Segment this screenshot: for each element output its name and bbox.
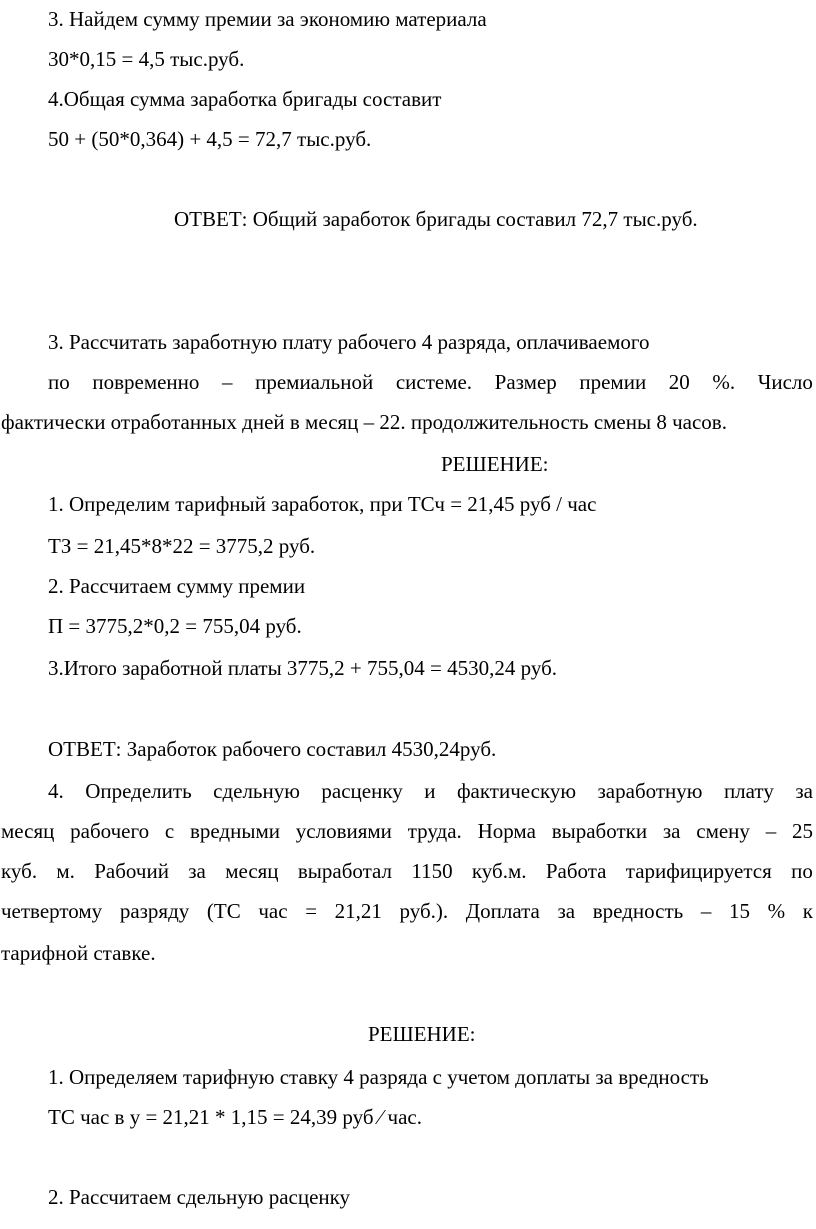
word: месяц [225, 859, 279, 883]
answer-line: ОТВЕТ: Общий заработок бригады составил 72,7 тыс.руб. [174, 207, 698, 231]
task-line-justified [1, 858, 813, 884]
word: Рабочий [94, 859, 169, 883]
word: за [795, 779, 813, 803]
word: 21,21 [334, 899, 382, 923]
word: к [802, 899, 813, 923]
text-line: 3.Итого заработной платы 3775,2 + 755,04 = 4530,24 руб. [48, 656, 558, 680]
word: Размер [494, 370, 557, 394]
word: за [557, 899, 576, 923]
word: системе. [395, 370, 473, 394]
word: Число [757, 370, 813, 394]
word: Норма [477, 819, 536, 843]
task-line-justified [48, 778, 813, 804]
text-line: 2. Рассчитаем сумму премии [48, 574, 306, 598]
task-title: 3. Рассчитать заработную плату рабочего 4 разряда, оплачиваемого [48, 330, 650, 354]
text-line: 1. Определим тарифный заработок, при ТСч = 21,45 руб / час [48, 492, 597, 516]
word: (ТС [206, 899, 241, 923]
word: за [662, 819, 681, 843]
word: выработки [551, 819, 648, 843]
text-line: ТС час в у = 21,21 * 1,15 = 24,39 руб ⁄ час. [48, 1105, 422, 1129]
text-line: 30*0,15 = 4,5 тыс.руб. [48, 47, 245, 71]
word: премии [579, 370, 647, 394]
word: – [222, 370, 233, 394]
text-line: 1. Определяем тарифную ставку 4 разряда с учетом доплаты за вредность [48, 1065, 709, 1089]
word: – [765, 819, 777, 843]
solution-heading: РЕШЕНИЕ: [441, 452, 549, 476]
word: Работа [545, 859, 607, 883]
word: и [424, 779, 436, 803]
word: повременно [92, 370, 200, 394]
word: заработную [597, 779, 703, 803]
solution-heading: РЕШЕНИЕ: [368, 1022, 476, 1046]
word: час [258, 899, 288, 923]
task-line-justified [1, 898, 813, 924]
word: 25 [791, 819, 813, 843]
word: труда. [407, 819, 462, 843]
word: смену [696, 819, 750, 843]
word: с [164, 819, 175, 843]
text-line: 50 + (50*0,364) + 4,5 = 72,7 тыс.руб. [48, 127, 372, 151]
word: 1150 [411, 859, 453, 883]
word: вредность [592, 899, 684, 923]
word: фактическую [456, 779, 577, 803]
word: расценку [321, 779, 403, 803]
word: куб. [1, 859, 38, 883]
word: разряду [119, 899, 190, 923]
word: = [305, 899, 318, 923]
word: 4. [48, 779, 64, 803]
word: руб.). [399, 899, 449, 923]
text-line: фактически отработанных дней в месяц – 22. продолжительность смены 8 часов. [1, 410, 727, 434]
text-line: П = 3775,2*0,2 = 755,04 руб. [48, 614, 302, 638]
word: месяц [1, 819, 55, 843]
word: Доплата [465, 899, 540, 923]
text-line: 4.Общая сумма заработка бригады составит [48, 87, 442, 111]
text-line: 2. Рассчитаем сдельную расценку [48, 1185, 351, 1209]
word: 15 [728, 899, 750, 923]
word: куб.м. [471, 859, 527, 883]
text-line: ТЗ = 21,45*8*22 = 3775,2 руб. [48, 534, 316, 558]
word: м. [56, 859, 75, 883]
task-line-justified [1, 818, 813, 844]
word: премиальной [255, 370, 374, 394]
answer-line: ОТВЕТ: Заработок рабочего составил 4530,24руб. [48, 737, 497, 761]
text-line: 3. Найдем сумму премии за экономию материала [48, 7, 487, 31]
word: сдельную [213, 779, 300, 803]
task-line-justified [48, 369, 813, 395]
word: плату [723, 779, 774, 803]
word: по [48, 370, 70, 394]
word: – [700, 899, 712, 923]
word: условиями [295, 819, 392, 843]
word: по [791, 859, 813, 883]
word: % [767, 899, 786, 923]
word: тарифицируется [625, 859, 772, 883]
word: вредными [189, 819, 280, 843]
word: рабочего [70, 819, 150, 843]
word: Определить [85, 779, 192, 803]
word: %. [712, 370, 736, 394]
word: четвертому [1, 899, 103, 923]
word: за [188, 859, 206, 883]
word: 20 [668, 370, 690, 394]
word: выработал [297, 859, 393, 883]
text-line: тарифной ставке. [1, 941, 156, 965]
